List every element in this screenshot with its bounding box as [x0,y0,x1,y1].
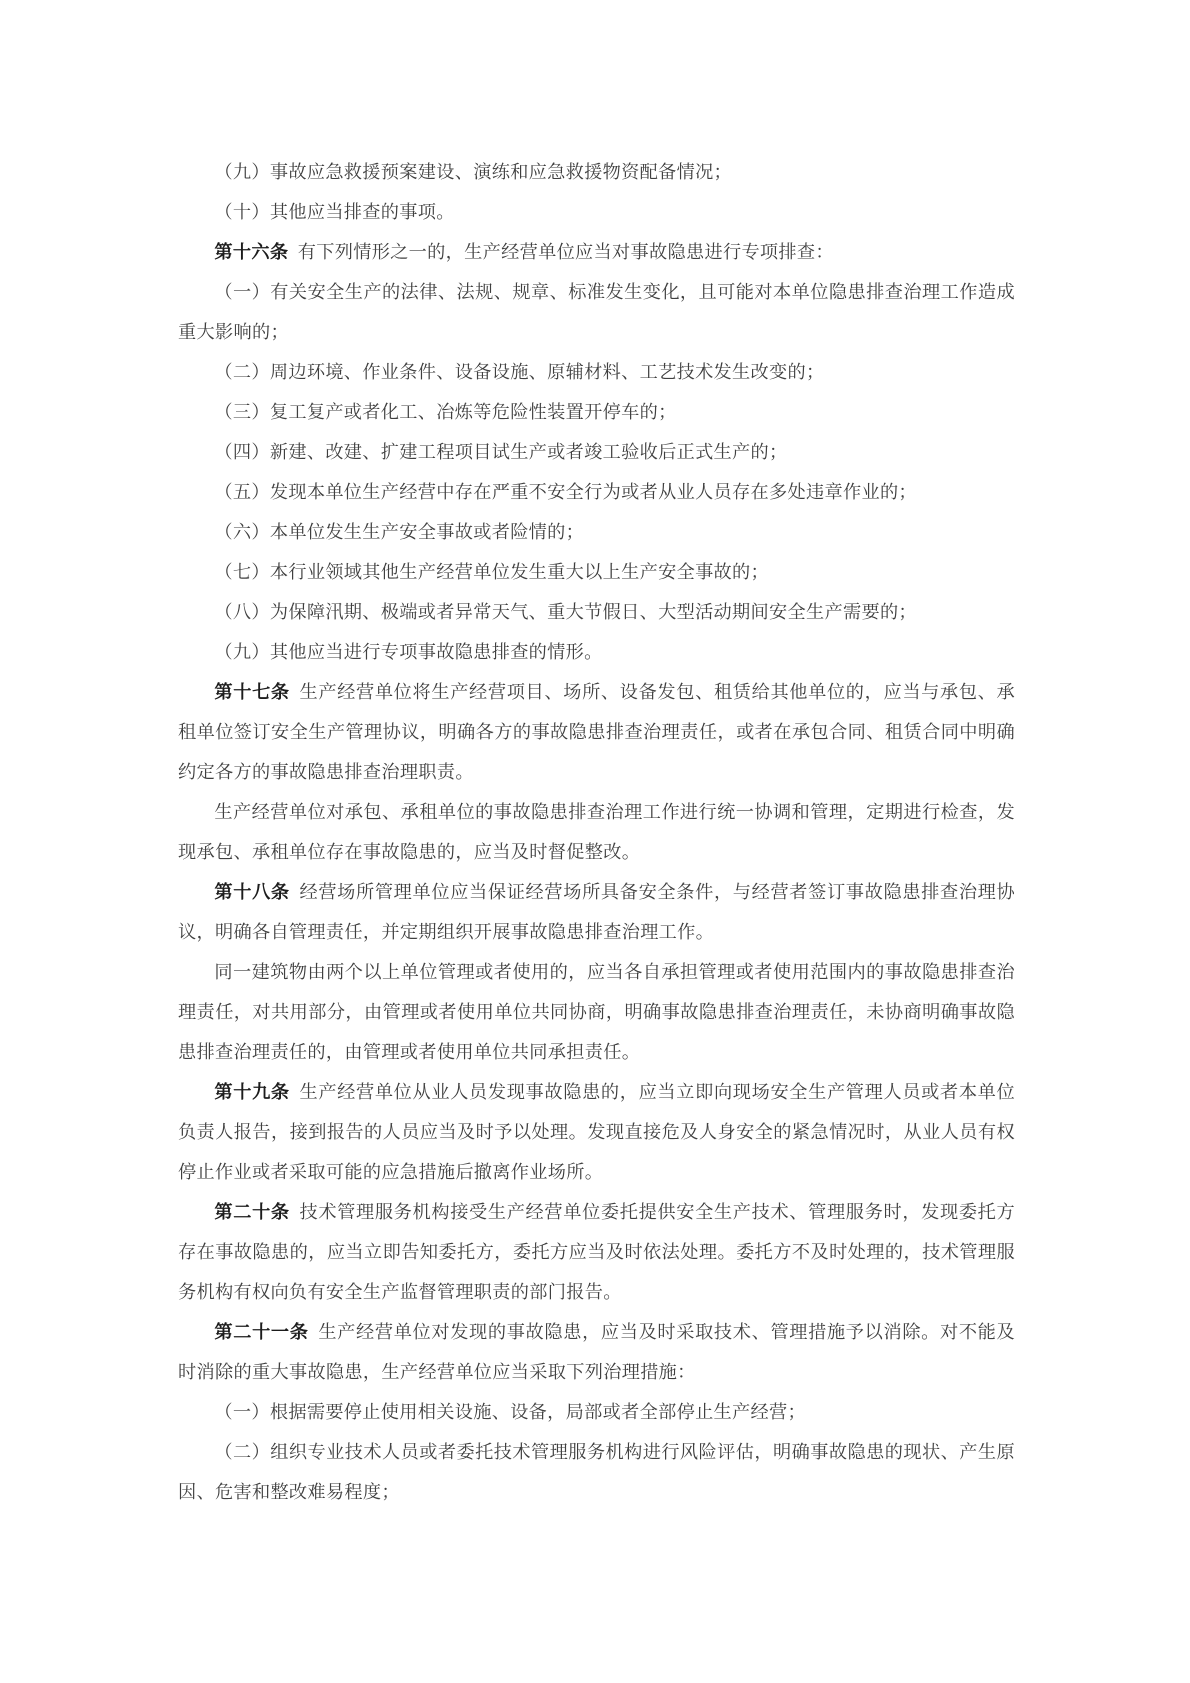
article-number: 第十九条 [214,1082,290,1102]
body-paragraph: （二）组织专业技术人员或者委托技术管理服务机构进行风险评估，明确事故隐患的现状、产生原因、危害和整改难易程度； [178,1442,1015,1502]
body-paragraph: （七）本行业领域其他生产经营单位发生重大以上生产安全事故的； [214,562,770,582]
body-paragraph: （八）为保障汛期、极端或者异常天气、重大节假日、大型活动期间安全生产需要的； [214,602,917,622]
article-paragraph: 第十九条 生产经营单位从业人员发现事故隐患的，应当立即向现场安全生产管理人员或者本单位负责人报告，接到报告的人员应当及时予以处理。发现直接危及人身安全的紧急情况时，从业人员有权停止作业或者采取可能的应急措施后撤离作业场所。 [178,1082,1016,1182]
body-paragraph: 生产经营单位对承包、承租单位的事故隐患排查治理工作进行统一协调和管理，定期进行检查，发现承包、承租单位存在事故隐患的，应当及时督促整改。 [178,802,1015,862]
body-paragraph: （三）复工复产或者化工、冶炼等危险性装置开停车的； [214,402,677,422]
body-paragraph: （九）其他应当进行专项事故隐患排查的情形。 [214,642,603,662]
body-paragraph: 同一建筑物由两个以上单位管理或者使用的，应当各自承担管理或者使用范围内的事故隐患排查治理责任，对共用部分，由管理或者使用单位共同协商，明确事故隐患排查治理责任，未协商明确事故隐患排查治理责任的，由管理或者使用单位共同承担责任。 [178,962,1015,1062]
article-number: 第二十条 [214,1202,290,1222]
article-number: 第十七条 [214,682,290,702]
body-paragraph: （九）事故应急救援预案建设、演练和应急救援物资配备情况； [214,162,733,182]
article-paragraph: 第二十一条 生产经营单位对发现的事故隐患，应当及时采取技术、管理措施予以消除。对不能及时消除的重大事故隐患，生产经营单位应当采取下列治理措施： [178,1322,1015,1382]
article-number: 第十六条 [214,242,289,262]
body-paragraph: （二）周边环境、作业条件、设备设施、原辅材料、工艺技术发生改变的； [214,362,825,382]
article-paragraph: 第十八条 经营场所管理单位应当保证经营场所具备安全条件，与经营者签订事故隐患排查治理协议，明确各自管理责任，并定期组织开展事故隐患排查治理工作。 [178,882,1016,942]
body-paragraph: （一）有关安全生产的法律、法规、规章、标准发生变化，且可能对本单位隐患排查治理工作造成重大影响的； [178,282,1015,342]
body-paragraph: （十）其他应当排查的事项。 [214,202,455,222]
document-body [178,152,1015,1512]
article-paragraph: 第十七条 生产经营单位将生产经营项目、场所、设备发包、租赁给其他单位的，应当与承包、承租单位签订安全生产管理协议，明确各方的事故隐患排查治理责任，或者在承包合同、租赁合同中明确约定各方的事故隐患排查治理职责。 [178,682,1016,782]
body-paragraph: （五）发现本单位生产经营中存在严重不安全行为或者从业人员存在多处违章作业的； [214,482,917,502]
body-paragraph: （四）新建、改建、扩建工程项目试生产或者竣工验收后正式生产的； [214,442,788,462]
article-paragraph: 第十六条 有下列情形之一的，生产经营单位应当对事故隐患进行专项排查： [214,242,834,262]
body-paragraph: （六）本单位发生生产安全事故或者险情的； [214,522,585,542]
body-paragraph: （一）根据需要停止使用相关设施、设备，局部或者全部停止生产经营； [214,1402,806,1422]
article-number: 第十八条 [214,882,290,902]
article-paragraph: 第二十条 技术管理服务机构接受生产经营单位委托提供安全生产技术、管理服务时，发现委托方存在事故隐患的，应当立即告知委托方，委托方应当及时依法处理。委托方不及时处理的，技术管理服务机构有权向负有安全生产监督管理职责的部门报告。 [178,1202,1016,1302]
article-number: 第二十一条 [214,1322,309,1342]
